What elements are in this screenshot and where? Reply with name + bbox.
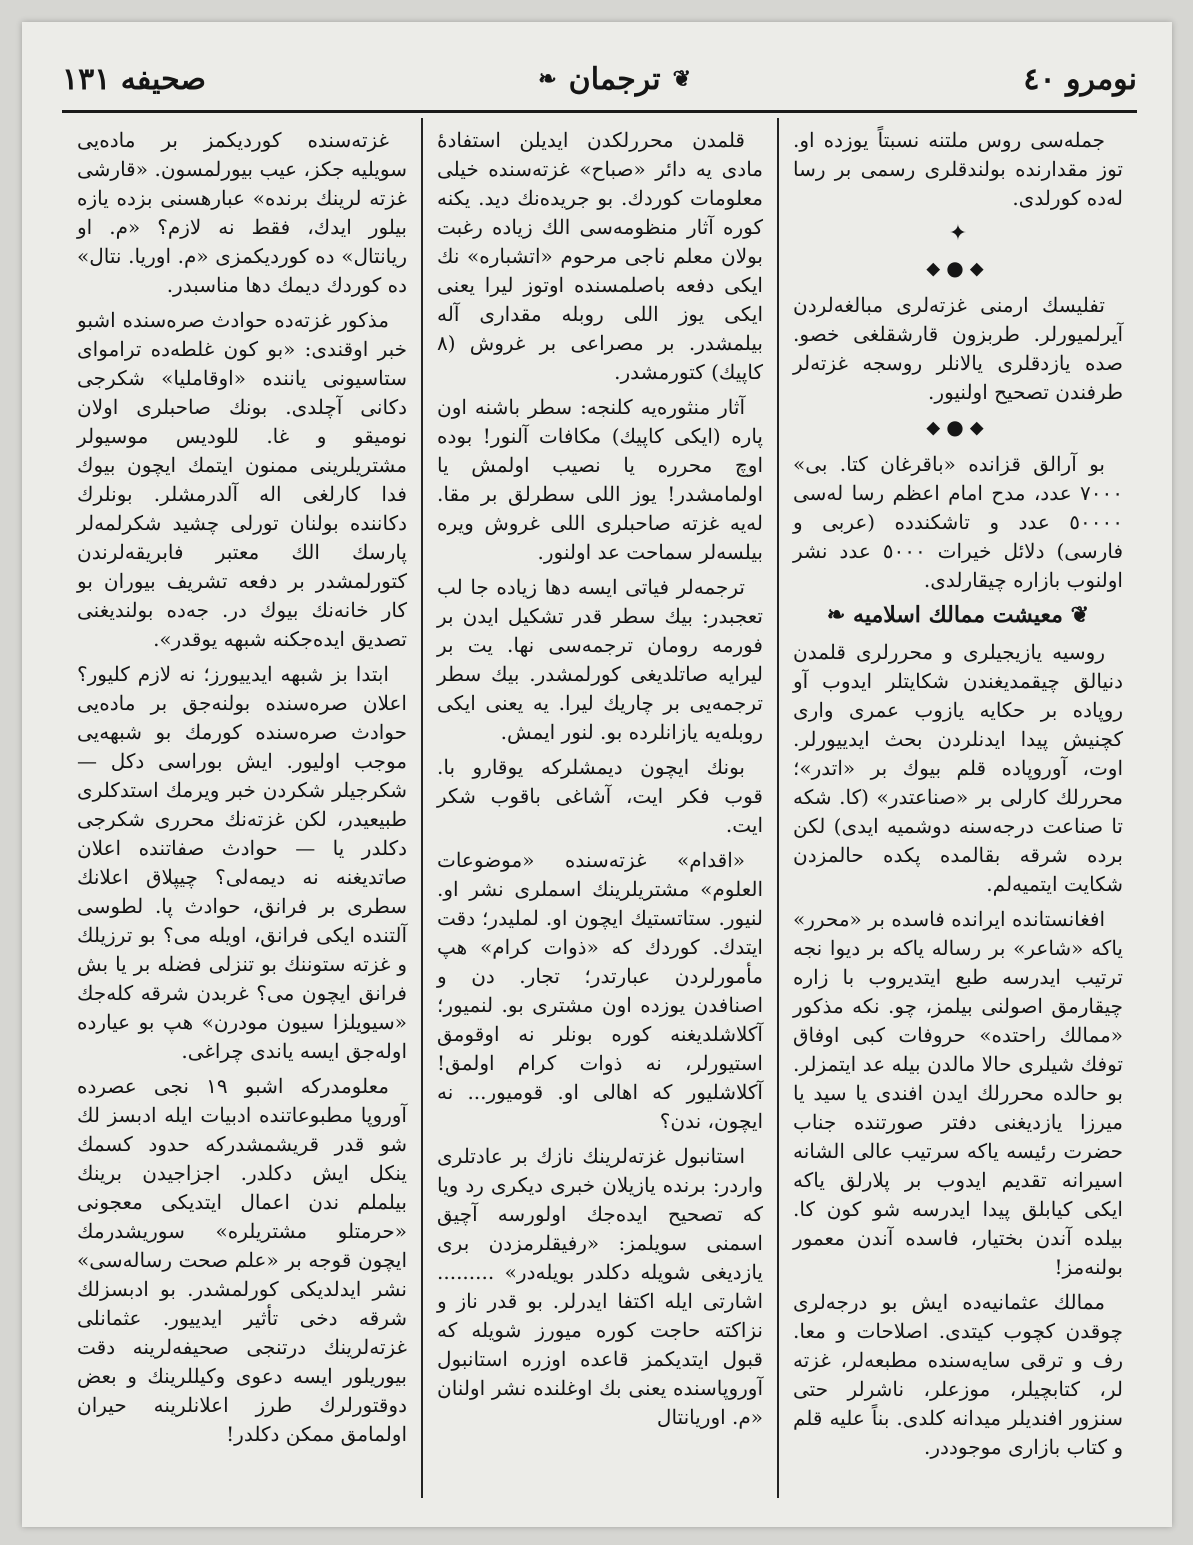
paragraph: جمله‌سی روس ملتنه نسبتاً یوزده او. توز مقدارنده بولندقلری رسمی بر رسا له‌ده کورلدی.: [793, 128, 1123, 210]
paragraph: بونك ایچون دیمشلرکه یوقارو با. قوب فکر ایت، آشاغی باقوب شکر ایت.: [437, 755, 763, 837]
header-rule: [62, 110, 1137, 113]
paragraph: مذکور غزته‌ده حوادث صره‌سنده اشبو خبر اوقندی: «بو کون غلطه‌ده تراموای ستاسیونی یاننده «اوقاملیا» شکرجی دکانی آچلدی. بونك صاحبلری اولان نومیقو و غا. للودیس موسیولر مشتریلرینی ممنون ایتمك ایچون بیوك فدا کارلغی اله آلدرمشلر. بونلرك دکاننده بولنان تورلی چشید شکرلمه‌لر پارسك الك معتبر فابریقه‌لرندن کتورلمشدر بر دفعه تشریف بیوران بو کار خانه‌نك بیوك در. جه‌ده بولندیغنی تصدیق ایده‌جکنه شبهه یوقدر».: [77, 308, 407, 651]
paragraph: تفلیسك ارمنی غزته‌لری مبالغه‌لردن آیرلمیورلر. طربزون قارشقلغی خصو. صده یازدقلری یالانلر روسجه غزته‌لر طرفندن تصحیح اولنیور.: [793, 293, 1123, 404]
column-right: [779, 118, 1137, 1498]
star-icon: ✦: [948, 221, 968, 246]
paragraph: بو آرالق قزانده «باقرغان کتا. بی» ٧٠٠٠ عدد، مدح امام اعظم رسا له‌سی ٥٠٠٠٠ عدد و تاشکندده (عربی و فارسی) دلائل خیرات ٥٠٠٠ عدد نشر اولنوب بازاره چیقارلدی.: [793, 452, 1123, 592]
paragraph: ممالك عثمانیه‌ده ایش بو درجه‌لری چوقدن کچوب کیتدی. اصلاحات و معا. رف و ترقی سایه‌سنده مطبعه‌لر، غزته لر، کتابچیلر، موزعلر، ناشرلر حتی سنزور افندیلر میدانه کلدی. بناً علیه قلم و کتاب بازاری موجوددر.: [793, 1290, 1123, 1459]
paragraph: قلمدن محررلکدن ایدیلن استفادهٔ مادی یه دائر «صباح» غزته‌سنده خیلی معلومات کوردك. بو جریده‌نك دید. یکنه کوره آثار منظومه‌سی الك زیاده رغبت بولان معلم ناجی مرحوم «اتشباره» نك ایکی دفعه باصلمسنده اوتوز لیرا یعنی ایکی یوز اللی روبله مقداری آله بیلمشدر. بر مصراعی بر غروش (٨ کاپیك) کتورمشدر.: [437, 128, 763, 384]
column-left: [63, 118, 421, 1498]
page-number: صحیفه ١٣١: [62, 61, 206, 97]
paragraph: ابتدا بز شبهه ایدییورز؛ نه لازم کلیور؟ اعلان صره‌سنده بولنه‌جق بر ماده‌یی حوادث صره‌سنده کورمك بو شبهه‌یی موجب اولیور. ایش بوراسی دکل — شکرجیلر شکردن خبر ویرمك استدکلری طبیعیدر، لکن غزته‌نك محرری شکرجی دکلدر یا — حوادث صفاتنده اعلان صاتدیغنه نه دیمه‌لی؟ چیپلاق اعلانك سطری بر فرانق، حوادث پا. لطوسی آلتنده ایکی فرانق، اویله می؟ بو ترزیلك و غزته ستوننك بو تنزلی فضله بر یا بش فرانق ایچون می؟ غربدن شرقه کله‌جك «سیویلزا سیون مودرن» هپ بو عیارده اوله‌جق ایسه یاندی چراغی.: [77, 662, 407, 1063]
masthead: [538, 62, 691, 97]
separator-ornament: ⬥●⬥: [926, 256, 990, 280]
section-title: [793, 601, 1123, 630]
issue-number: نومرو ٤٠: [1023, 61, 1137, 97]
paragraph: آثار منثوره‌یه کلنجه: سطر باشنه اون پاره (ایکی کاپیك) مکافات آلنور! بوده اوچ محرره یا نصیب اولمش یا اولمامشدر! یوز اللی سطرلق بر مقا. له‌یه غزته صاحبلری اللی غروش ویره بیلسه‌لر سماحت عد اولنور.: [437, 395, 763, 564]
ornament-icon: ❧: [826, 602, 846, 628]
newspaper-title: ترجمان: [568, 61, 661, 97]
paragraph: ترجمه‌لر فیاتی ایسه دها زیاده جا لب تعجبدر: بیك سطر قدر تشکیل ایدن بر فورمه رومان ترجمه‌سی نها. یت بر لیرایه صاتلدیغی کورلمشدر. بیك سطر ترجمه‌یی بر چاریك لیرا. یه یعنی ایکی روبله‌یه یازانلرده بو. لنور ایمش.: [437, 575, 763, 744]
paragraph: استانبول غزته‌لرینك نازك بر عادتلری واردر: برنده یازیلان خبری دیکری رد ویا که تصحیح ایده‌جك اولورسه آچیق اسمنی سویلمز: «رفیقلرمزدن بری یازدیغی شویله دکلدر بویله‌در» ......... اشارتی ایله اکتفا ایدرلر. بو قدر ناز و نزاکته حاجت کوره میورز شویله که قبول ایتدیکمز قاعده اوزره استانبول آوروپاسنده یعنی بك اوغلنده نشر اولنان «م. اوریانتال: [437, 1144, 763, 1429]
paragraph: معلومدرکه اشبو ١٩ نجی عصرده آوروپا مطبوعاتنده ادبیات ایله ادبسز لك شو قدر قریشمشدرکه حدود کسمك ینکل ایش دکلدر. اجزاجیدن برینك بیلملم ندن اعمال ایتدیکی معجونی «حرمتلو مشتریلره» سوریشدرمك ایچون قوجه بر «علم صحت رساله‌سی» نشر ایدلدیکی کورلمشدر. بو ادبسزلك شرقه دخی تأثیر ایدییور. عثمانلی غزته‌لرینك درتنجی صحیفه‌لرینه دقت بیوریلور ایسه دعوی وکیللرینك و بعض دوقتورلرك طرز اعلانلرینه حیران اولمامق ممکن دکلدر!: [77, 1074, 407, 1446]
ornament-icon: ❦: [672, 66, 692, 92]
ornament-icon: ❦: [1070, 602, 1090, 628]
article-columns: [62, 118, 1137, 1498]
paragraph: «اقدام» غزته‌سنده «موضوعات العلوم» مشتریلرینك اسملری نشر او. لنیور. ستاتستیك ایچون او. لملیدر؛ دقت ایتدك. کوردك که «ذوات کرام» هپ مأمورلردن عبارتدر؛ تجار. دن و اصنافدن یوزده اون مشتری بو. لنمیور؛ آکلاشلدیغنه کوره بونلر نه اوقومق استیورلر، نه ذوات کرام اولمق! آکلاشلیور که اهالی او. قومیور... نه ایچون، ندن؟: [437, 848, 763, 1133]
paragraph: روسیه یازیجیلری و محررلری قلمدن دنیالق چیقمدیغندن شکایتلر ایدوب آو روپاده بر حکایه یازوب عمری واری کچنیش پیدا ایدنلردن بحث ایدییورلر. اوت، آوروپاده قلم بیوك بر «اتدر»؛ محررلك کارلی بر «صناعتدر» (کا. شکه تا صناعت درجه‌سنه دوشمیه ایدی) لکن برده شرقه بقالمده پکده حالمزدن شکایت ایتمیه‌لم.: [793, 640, 1123, 896]
page-header: [62, 54, 1137, 104]
newspaper-page: [22, 22, 1172, 1527]
ornament-icon: ❧: [538, 66, 557, 92]
column-middle: [421, 118, 779, 1498]
section-title-text: معیشت ممالك اسلامیه: [853, 602, 1063, 628]
paragraph: غزته‌سنده کوردیکمز بر ماده‌یی سویلیه جکز، عیب بیورلمسون. «قارشی غزته لرینك برنده» عبارهسنی بزده یازه بیلور ایدك، فقط نه لازم؟ «م. او ریانتال» ده کوردیکمزی «م. اوریا. نتال» ده کوردك دیمك دها مناسبدر.: [77, 128, 407, 297]
paragraph: افغانستانده ایرانده فاسده بر «محرر» یاکه «شاعر» بر رساله یاکه بر دیوا نجه ترتیب ایدرسه طبع ایتدیروب با زاره چیقارمق اصولنی بیلمز، چو. نکه مذکور «ممالك راحتده» حروفات کبی اوفاق توفك شیلری حالا مالدن بیله عد ایتمزلر. بو حالده محررلك ایدن افندی یا سید یا میرزا یازدیغنی دفتر صورتنده جناب حضرت رئیسه یاکه سرتیب عالی الشانه اسیرانه تقدیم ایدوب بر پلارلق یاکه ایکی کیابلق پیدا ایدرسه شو کون کا. بیلده آندن بختیار، فاسده آندن معمور بولنه‌مز!: [793, 907, 1123, 1279]
separator-ornament: ⬥●⬥: [926, 415, 990, 439]
